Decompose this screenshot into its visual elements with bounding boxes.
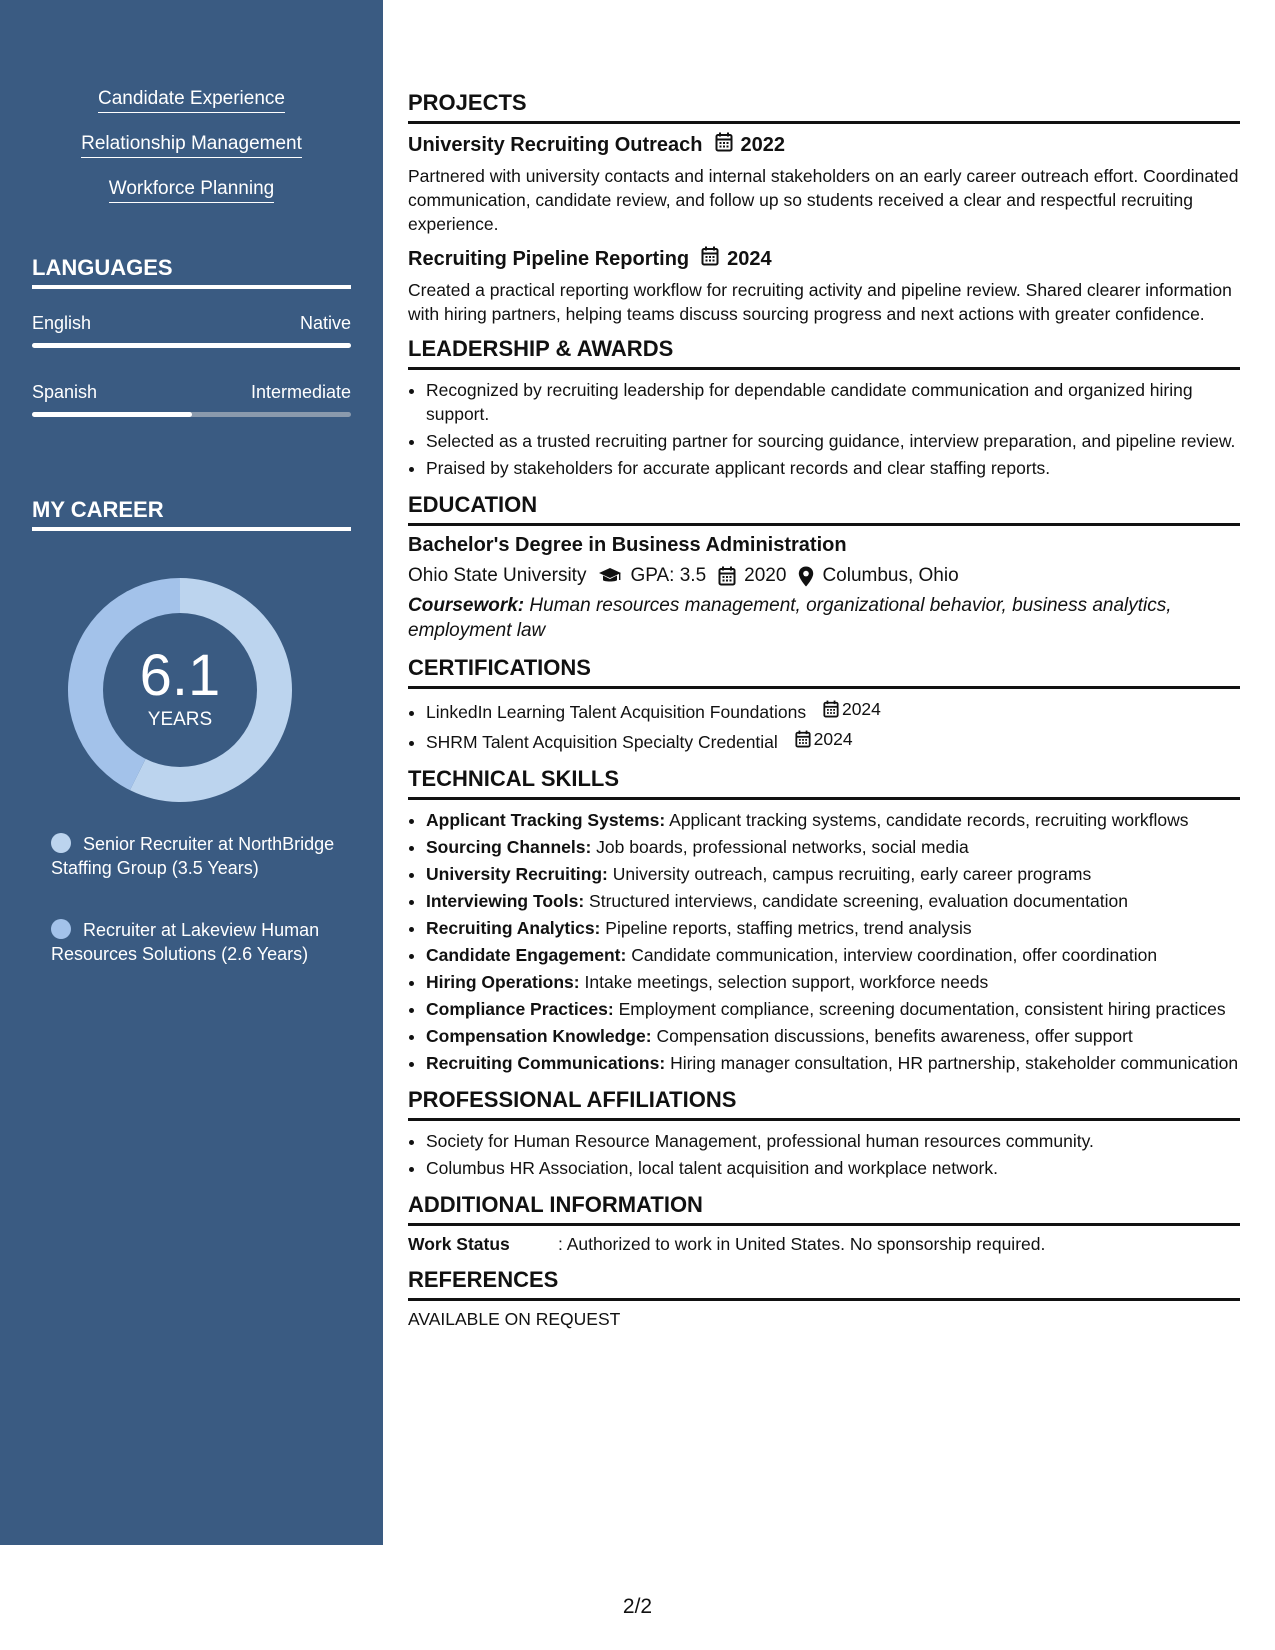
list-item xyxy=(426,808,1240,832)
skill-value: Hiring manager consultation, HR partnership, stakeholder communication xyxy=(670,1053,1239,1073)
language-bar-fill xyxy=(32,343,351,348)
list-item: • Selected as a trusted recruiting partner for sourcing guidance, interview preparation, and pipeline review. xyxy=(426,429,1240,453)
skill-label: Interviewing Tools: xyxy=(426,891,585,911)
language-bar-english xyxy=(32,343,351,348)
career-total-value: 6.1 xyxy=(139,643,221,708)
skill-label: Recruiting Communications: xyxy=(426,1053,666,1073)
certification-name: SHRM Talent Acquisition Specialty Credential xyxy=(426,732,778,752)
skill-value: University outreach, campus recruiting, early career programs xyxy=(612,864,1092,884)
technical-skills-list xyxy=(408,808,1240,1075)
language-bar-spanish xyxy=(32,412,351,417)
skill-link-relationship-management[interactable] xyxy=(0,133,383,155)
project-description: Partnered with university contacts and internal stakeholders on an early career outreach effort. Coordinated communication, candidate review, and follow up so students received a clear and respectful recruiting experience. xyxy=(408,166,1239,234)
skill-label: University Recruiting: xyxy=(426,864,608,884)
calendar-icon xyxy=(795,730,811,748)
language-bar-fill xyxy=(32,412,192,417)
certifications-list xyxy=(408,697,1240,754)
main-content xyxy=(408,90,1240,1330)
affiliations-heading: PROFESSIONAL AFFILIATIONS xyxy=(408,1087,1240,1121)
project-title: Recruiting Pipeline Reporting xyxy=(408,247,690,270)
language-level: Intermediate xyxy=(250,382,351,402)
list-item xyxy=(426,889,1240,913)
education-gpa: GPA: 3.5 xyxy=(630,565,707,586)
skill-value: Structured interviews, candidate screening, evaluation documentation xyxy=(589,891,1128,911)
additional-info-heading: ADDITIONAL INFORMATION xyxy=(408,1192,1240,1226)
career-legend-dot xyxy=(51,833,71,853)
skill-value: Applicant tracking systems, candidate records, recruiting workflows xyxy=(669,810,1189,830)
references-heading: REFERENCES xyxy=(408,1267,1240,1301)
list-item: • Recognized by recruiting leadership for dependable candidate communication and organized hiring support. xyxy=(426,378,1240,426)
skill-link-candidate-experience[interactable] xyxy=(0,88,383,110)
list-item: • Society for Human Resource Management, professional human resources community. xyxy=(426,1129,1240,1153)
language-name: English xyxy=(32,313,92,333)
languages-heading: LANGUAGES xyxy=(32,255,351,289)
list-item xyxy=(426,997,1240,1021)
skill-label: Hiring Operations: xyxy=(426,972,580,992)
calendar-icon xyxy=(715,132,733,158)
work-status-label: Work Status xyxy=(408,1234,510,1254)
project-title: University Recruiting Outreach xyxy=(408,133,703,156)
sidebar xyxy=(0,0,383,1545)
skill-label: Applicant Tracking Systems: xyxy=(426,810,666,830)
location-pin-icon xyxy=(798,566,814,587)
language-row-english xyxy=(32,313,351,334)
skill-label: Compensation Knowledge: xyxy=(426,1026,652,1046)
list-item xyxy=(426,835,1240,859)
leadership-heading: LEADERSHIP & AWARDS xyxy=(408,336,1240,370)
graduation-cap-icon xyxy=(598,567,622,585)
affiliations-list xyxy=(408,1129,1240,1180)
skill-label: Recruiting Analytics: xyxy=(426,918,601,938)
skill-link-label: Candidate Experience xyxy=(98,88,285,113)
project-year: 2024 xyxy=(727,247,772,270)
education-school: Ohio State University xyxy=(408,565,587,586)
certification-year: 2024 xyxy=(841,699,881,719)
skill-label: Sourcing Channels: xyxy=(426,837,592,857)
skill-link-workforce-planning[interactable] xyxy=(0,178,383,200)
leadership-list xyxy=(408,378,1240,480)
project-year: 2022 xyxy=(740,133,786,156)
education-details xyxy=(408,565,1240,587)
career-donut-chart xyxy=(65,575,295,805)
skill-label: Compliance Practices: xyxy=(426,999,614,1019)
language-level: Native xyxy=(299,313,351,333)
certification-name: LinkedIn Learning Talent Acquisition Foundations xyxy=(426,702,807,722)
projects-heading: PROJECTS xyxy=(408,90,1240,124)
education-degree: Bachelor's Degree in Business Administration xyxy=(408,534,847,556)
language-name: Spanish xyxy=(32,382,98,402)
career-item-text: Senior Recruiter at NorthBridge Staffing Group (3.5 Years) xyxy=(51,834,335,878)
career-item xyxy=(51,832,341,880)
skill-value: Compensation discussions, benefits awareness, offer support xyxy=(656,1026,1133,1046)
list-item xyxy=(426,943,1240,967)
list-item xyxy=(426,862,1240,886)
career-item-text: Recruiter at Lakeview Human Resources Solutions (2.6 Years) xyxy=(51,920,320,964)
education-coursework xyxy=(408,593,1240,643)
calendar-icon xyxy=(701,246,719,272)
work-status-row xyxy=(408,1234,1240,1255)
certification-year: 2024 xyxy=(813,729,853,749)
skill-value: Intake meetings, selection support, workforce needs xyxy=(584,972,989,992)
list-item xyxy=(426,697,1240,724)
list-item xyxy=(426,970,1240,994)
project-title-row xyxy=(408,132,1240,158)
skill-label: Candidate Engagement: xyxy=(426,945,627,965)
project-description: Created a practical reporting workflow for recruiting activity and pipeline review. Shared clearer information with hiring partners, helping teams discuss sourcing progress and next actions with greater confidence. xyxy=(408,280,1232,324)
list-item xyxy=(426,916,1240,940)
page-number: 2/2 xyxy=(622,1595,653,1618)
language-row-spanish xyxy=(32,382,351,403)
skill-value: Candidate communication, interview coordination, offer coordination xyxy=(631,945,1158,965)
skill-value: Employment compliance, screening documentation, consistent hiring practices xyxy=(618,999,1226,1019)
career-total-unit: YEARS xyxy=(147,709,213,730)
education-year: 2020 xyxy=(744,565,787,586)
work-status-value: : Authorized to work in United States. No sponsorship required. xyxy=(558,1234,1046,1254)
calendar-icon xyxy=(823,700,839,718)
certifications-heading: CERTIFICATIONS xyxy=(408,655,1240,689)
coursework-label: Coursework: xyxy=(408,595,525,616)
list-item xyxy=(426,1051,1240,1075)
coursework-text: Human resources management, organizational behavior, business analytics, employment law xyxy=(408,595,1172,641)
skill-link-label: Relationship Management xyxy=(81,133,302,158)
project-title-row xyxy=(408,246,1240,272)
list-item: • Praised by stakeholders for accurate applicant records and clear staffing reports. xyxy=(426,456,1240,480)
education-heading: EDUCATION xyxy=(408,492,1240,526)
skill-value: Pipeline reports, staffing metrics, trend analysis xyxy=(605,918,972,938)
technical-skills-heading: TECHNICAL SKILLS xyxy=(408,766,1240,800)
skill-link-label: Workforce Planning xyxy=(109,178,274,203)
career-item xyxy=(51,918,341,966)
education-location: Columbus, Ohio xyxy=(822,565,959,586)
list-item xyxy=(426,1024,1240,1048)
list-item xyxy=(426,727,1240,754)
calendar-icon xyxy=(718,566,736,586)
career-legend-dot xyxy=(51,919,71,939)
list-item: • Columbus HR Association, local talent acquisition and workplace network. xyxy=(426,1156,1240,1180)
career-heading: MY CAREER xyxy=(32,497,351,531)
skill-value: Job boards, professional networks, social media xyxy=(596,837,969,857)
references-text: AVAILABLE ON REQUEST xyxy=(408,1309,621,1329)
